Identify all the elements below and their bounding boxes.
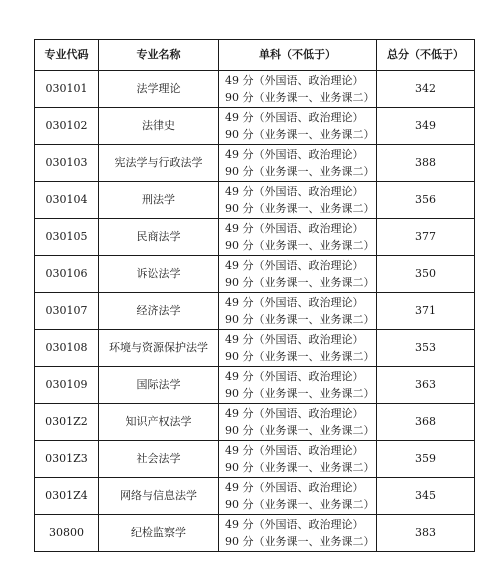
single-subject-line-2: 90 分（业务课一、业务课二） [225, 498, 375, 511]
single-subject-line-2: 90 分（业务课一、业务课二） [225, 165, 375, 178]
single-subject-cell [219, 71, 377, 108]
major-name-cell: 知识产权法学 [99, 404, 219, 441]
header-total-score: 总分（不低于） [377, 40, 475, 71]
single-subject-line-1: 49 分（外国语、政治理论） [225, 481, 364, 494]
single-subject-line-2: 90 分（业务课一、业务课二） [225, 276, 375, 289]
single-subject-cell [219, 330, 377, 367]
score-table [34, 39, 475, 552]
total-score-cell: 377 [377, 219, 475, 256]
major-code-cell: 030104 [35, 182, 99, 219]
single-subject-cell [219, 293, 377, 330]
single-subject-cell [219, 145, 377, 182]
single-subject-line-1: 49 分（外国语、政治理论） [225, 333, 364, 346]
single-subject-cell [219, 182, 377, 219]
table-row [35, 330, 475, 367]
single-subject-line-1: 49 分（外国语、政治理论） [225, 222, 364, 235]
table-row [35, 441, 475, 478]
major-name-cell: 经济法学 [99, 293, 219, 330]
single-subject-cell [219, 441, 377, 478]
major-code-cell: 0301Z4 [35, 478, 99, 515]
total-score-cell: 388 [377, 145, 475, 182]
major-name-cell: 刑法学 [99, 182, 219, 219]
major-code-cell: 030101 [35, 71, 99, 108]
single-subject-line-2: 90 分（业务课一、业务课二） [225, 313, 375, 326]
single-subject-line-1: 49 分（外国语、政治理论） [225, 518, 364, 531]
single-subject-cell [219, 367, 377, 404]
single-subject-cell [219, 108, 377, 145]
major-code-cell: 0301Z3 [35, 441, 99, 478]
major-code-cell: 030109 [35, 367, 99, 404]
single-subject-line-2: 90 分（业务课一、业务课二） [225, 239, 375, 252]
major-code-cell: 030107 [35, 293, 99, 330]
header-single-subject: 单科（不低于） [219, 40, 377, 71]
single-subject-cell [219, 404, 377, 441]
single-subject-line-2: 90 分（业务课一、业务课二） [225, 387, 375, 400]
major-name-cell: 国际法学 [99, 367, 219, 404]
major-code-cell: 030105 [35, 219, 99, 256]
single-subject-line-1: 49 分（外国语、政治理论） [225, 259, 364, 272]
major-code-cell: 030106 [35, 256, 99, 293]
major-name-cell: 民商法学 [99, 219, 219, 256]
table-row [35, 478, 475, 515]
major-code-cell: 030103 [35, 145, 99, 182]
major-code-cell: 030102 [35, 108, 99, 145]
total-score-cell: 359 [377, 441, 475, 478]
single-subject-line-2: 90 分（业务课一、业务课二） [225, 461, 375, 474]
major-name-cell: 社会法学 [99, 441, 219, 478]
table-row [35, 293, 475, 330]
header-major-name: 专业名称 [99, 40, 219, 71]
header-major-code: 专业代码 [35, 40, 99, 71]
table-row [35, 256, 475, 293]
single-subject-line-2: 90 分（业务课一、业务课二） [225, 202, 375, 215]
single-subject-line-1: 49 分（外国语、政治理论） [225, 74, 364, 87]
header-row [35, 40, 475, 71]
single-subject-line-1: 49 分（外国语、政治理论） [225, 185, 364, 198]
major-name-cell: 环境与资源保护法学 [99, 330, 219, 367]
single-subject-cell [219, 256, 377, 293]
single-subject-line-1: 49 分（外国语、政治理论） [225, 444, 364, 457]
major-name-cell: 法律史 [99, 108, 219, 145]
total-score-cell: 342 [377, 71, 475, 108]
single-subject-line-1: 49 分（外国语、政治理论） [225, 407, 364, 420]
single-subject-line-1: 49 分（外国语、政治理论） [225, 370, 364, 383]
total-score-cell: 353 [377, 330, 475, 367]
single-subject-line-2: 90 分（业务课一、业务课二） [225, 91, 375, 104]
major-name-cell: 法学理论 [99, 71, 219, 108]
major-code-cell: 30800 [35, 515, 99, 552]
single-subject-cell [219, 515, 377, 552]
single-subject-line-2: 90 分（业务课一、业务课二） [225, 424, 375, 437]
total-score-cell: 349 [377, 108, 475, 145]
single-subject-line-1: 49 分（外国语、政治理论） [225, 148, 364, 161]
major-name-cell: 网络与信息法学 [99, 478, 219, 515]
table-row [35, 71, 475, 108]
single-subject-line-1: 49 分（外国语、政治理论） [225, 111, 364, 124]
table-row [35, 108, 475, 145]
table-row [35, 367, 475, 404]
single-subject-cell [219, 478, 377, 515]
table-row [35, 404, 475, 441]
total-score-cell: 350 [377, 256, 475, 293]
major-code-cell: 0301Z2 [35, 404, 99, 441]
single-subject-cell [219, 219, 377, 256]
single-subject-line-2: 90 分（业务课一、业务课二） [225, 535, 375, 548]
single-subject-line-2: 90 分（业务课一、业务课二） [225, 350, 375, 363]
major-name-cell: 宪法学与行政法学 [99, 145, 219, 182]
major-name-cell: 诉讼法学 [99, 256, 219, 293]
total-score-cell: 363 [377, 367, 475, 404]
single-subject-line-2: 90 分（业务课一、业务课二） [225, 128, 375, 141]
total-score-cell: 383 [377, 515, 475, 552]
total-score-cell: 371 [377, 293, 475, 330]
table-row [35, 182, 475, 219]
single-subject-line-1: 49 分（外国语、政治理论） [225, 296, 364, 309]
table-row [35, 219, 475, 256]
major-name-cell: 纪检监察学 [99, 515, 219, 552]
total-score-cell: 345 [377, 478, 475, 515]
major-code-cell: 030108 [35, 330, 99, 367]
total-score-cell: 356 [377, 182, 475, 219]
table-row [35, 145, 475, 182]
table-row [35, 515, 475, 552]
total-score-cell: 368 [377, 404, 475, 441]
